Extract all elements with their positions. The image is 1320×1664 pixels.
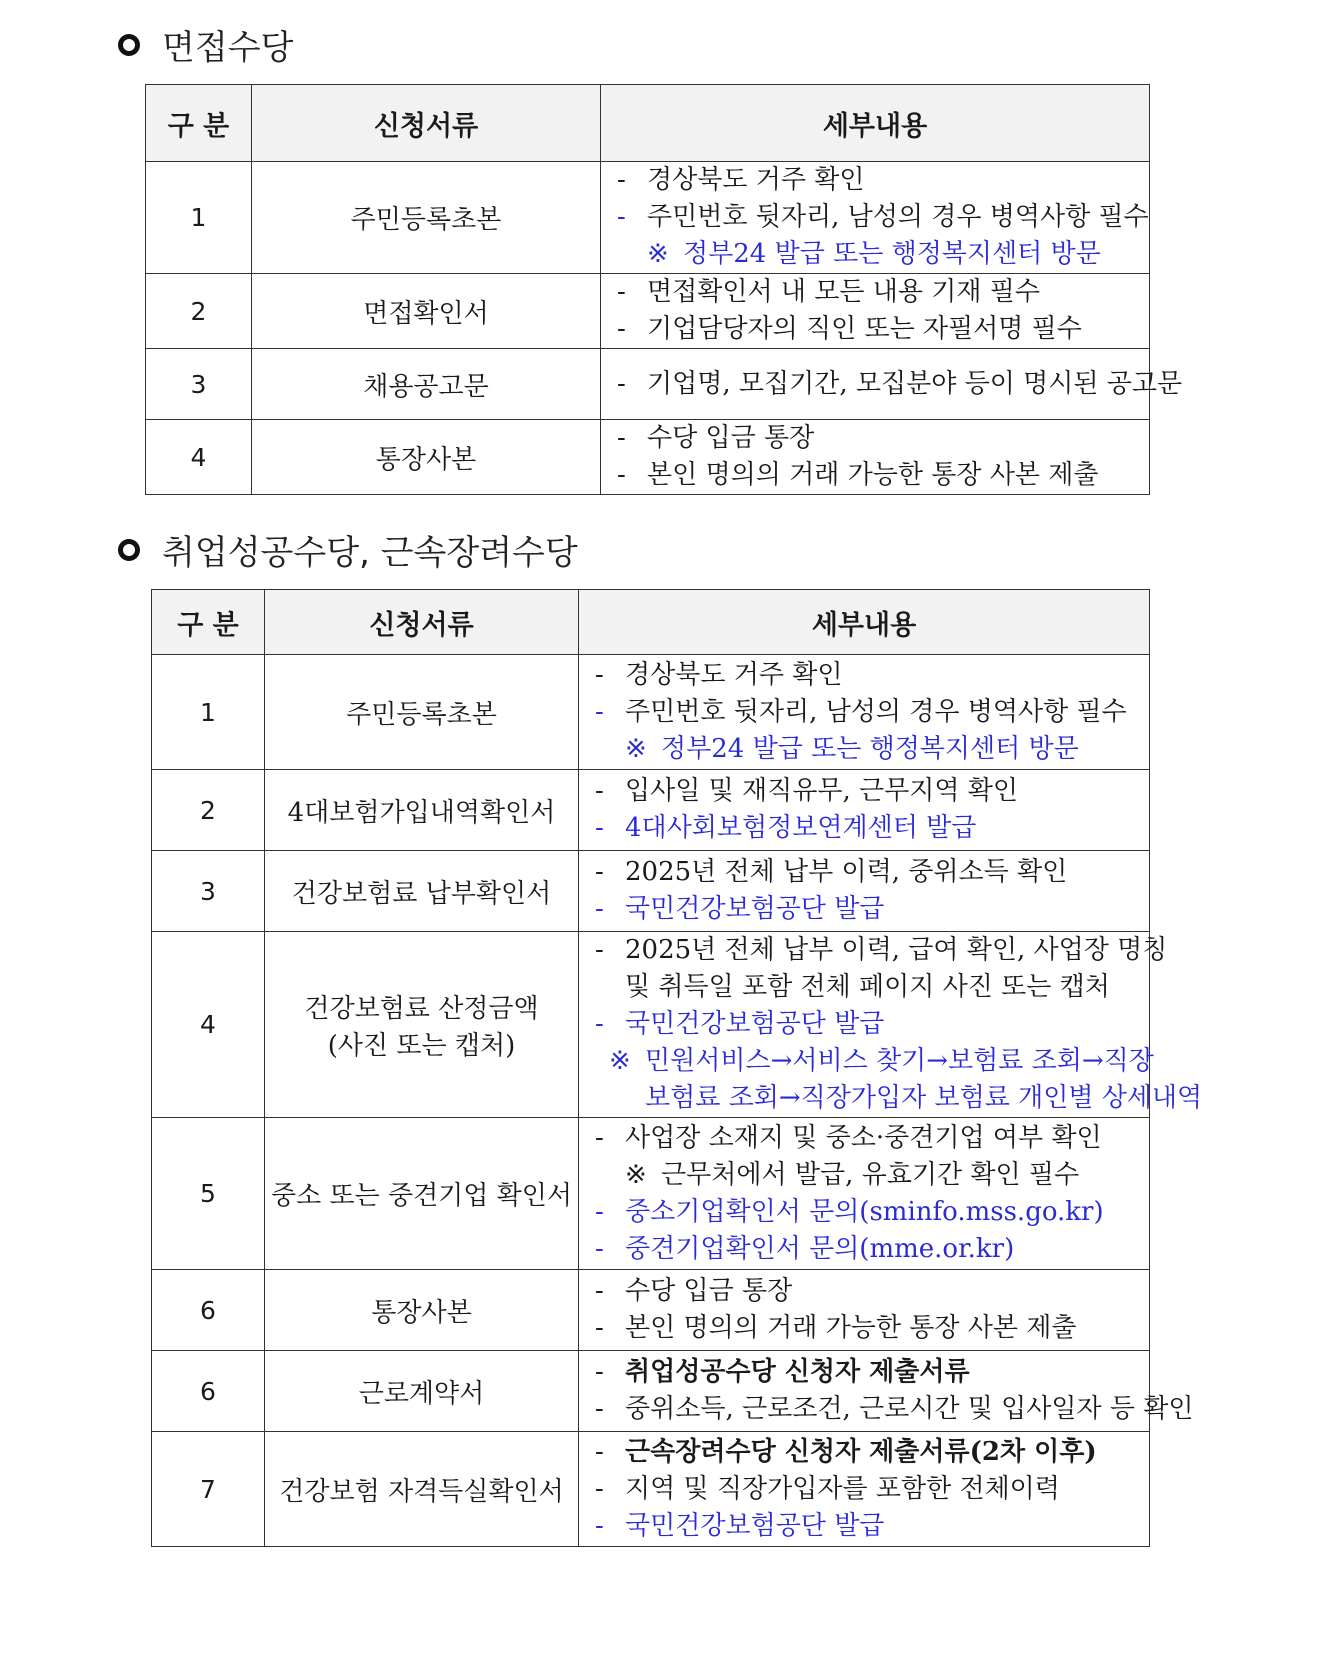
dash-marker: - <box>595 1357 604 1387</box>
table-row <box>152 851 1150 932</box>
header-document: 신청서류 <box>252 85 601 162</box>
document-name-line: 통장사본 <box>371 1297 472 1328</box>
table-row <box>152 1118 1150 1270</box>
table-row <box>146 162 1150 274</box>
note-mark: ※ <box>625 1159 647 1190</box>
document-name <box>265 655 579 770</box>
row-number: 3 <box>152 851 265 932</box>
document-name: 면접확인서 <box>252 274 601 349</box>
detail-text: 입사일 및 재직유무, 근무지역 확인 <box>625 776 1018 806</box>
table-header-row <box>146 85 1150 162</box>
row-number: 2 <box>152 770 265 851</box>
header-category: 구 분 <box>146 85 252 162</box>
details-cell <box>601 349 1183 420</box>
detail-text: 지역 및 직장가입자를 포함한 전체이력 <box>625 1473 1060 1504</box>
dash-marker: - <box>595 1276 604 1306</box>
note-mark: ※ <box>647 239 669 269</box>
detail-line <box>595 932 1168 969</box>
dash-marker: - <box>617 368 626 399</box>
details-cell <box>579 655 1150 770</box>
document-name-line: 근로계약서 <box>358 1378 485 1409</box>
detail-continuation-line <box>595 1080 1203 1117</box>
dash-marker: - <box>595 1510 604 1541</box>
header-details: 세부내용 <box>579 590 1150 655</box>
detail-line <box>617 420 1135 457</box>
detail-text: 본인 명의의 거래 가능한 통장 사본 제출 <box>647 460 1099 490</box>
row-number: 5 <box>152 1118 265 1270</box>
detail-text: 중견기업확인서 문의(mme.or.kr) <box>625 1233 1015 1264</box>
header-document: 신청서류 <box>265 590 579 655</box>
detail-text: 2025년 전체 납부 이력, 중위소득 확인 <box>625 857 1068 887</box>
detail-line <box>595 854 1135 891</box>
detail-text: 사업장 소재지 및 중소·중견기업 여부 확인 <box>625 1122 1102 1153</box>
detail-text: 민원서비스→서비스 찾기→보험료 조회→직장 <box>645 1046 1154 1076</box>
detail-continuation-line <box>595 969 1135 1006</box>
detail-line <box>617 274 1135 311</box>
detail-line <box>595 1006 1135 1043</box>
document-name <box>265 1432 579 1547</box>
detail-note-line <box>617 236 1135 273</box>
table-row <box>146 349 1150 420</box>
detail-line <box>595 891 1135 928</box>
document-name: 통장사본 <box>252 420 601 495</box>
detail-line <box>595 1434 1135 1471</box>
row-number: 7 <box>152 1432 265 1547</box>
row-number: 6 <box>152 1351 265 1432</box>
detail-text: 중위소득, 근로조건, 근로시간 및 입사일자 등 확인 <box>625 1394 1194 1424</box>
dash-marker: - <box>617 423 626 453</box>
detail-text: 경상북도 거주 확인 <box>647 165 865 195</box>
dash-marker: - <box>595 1473 604 1504</box>
dash-marker: - <box>595 696 604 727</box>
detail-note-line <box>595 1043 1154 1080</box>
detail-line <box>595 810 1135 847</box>
dash-marker: - <box>595 1122 604 1153</box>
document-name-line: 건강보험 자격득실확인서 <box>279 1476 564 1507</box>
row-number: 4 <box>152 932 265 1118</box>
document-name-line: 중소 또는 중견기업 확인서 <box>270 1181 573 1211</box>
detail-text: 기업담당자의 직인 또는 자필서명 필수 <box>647 314 1082 344</box>
detail-line <box>617 457 1135 494</box>
dash-marker: - <box>595 1394 604 1424</box>
table-row <box>146 420 1150 495</box>
table-row <box>152 1432 1150 1547</box>
detail-line <box>595 773 1135 810</box>
detail-line <box>595 1194 1135 1231</box>
detail-text: 본인 명의의 거래 가능한 통장 사본 제출 <box>625 1313 1077 1343</box>
document-name <box>265 770 579 851</box>
detail-text: 및 취득일 포함 전체 페이지 사진 또는 캡처 <box>625 972 1110 1002</box>
dash-marker: - <box>595 857 604 887</box>
table-row <box>152 1270 1150 1351</box>
document-name-line: (사진 또는 캡처) <box>327 1030 516 1061</box>
detail-line <box>595 1391 1194 1428</box>
document-name-line: 주민등록초본 <box>346 699 497 730</box>
document-name-line: 건강보험료 산정금액 <box>304 993 539 1024</box>
detail-line <box>595 1273 1135 1310</box>
dash-marker: - <box>617 202 626 232</box>
row-number: 4 <box>146 420 252 495</box>
detail-line <box>595 1471 1135 1508</box>
detail-text: 보험료 조회→직장가입자 보험료 개인별 상세내역 <box>645 1083 1203 1113</box>
dash-marker: - <box>595 1196 604 1227</box>
section-title-text: 면접수당 <box>162 28 294 68</box>
detail-text: 수당 입금 통장 <box>647 423 815 453</box>
detail-text: 정부24 발급 또는 행정복지센터 방문 <box>661 733 1079 764</box>
section-title-text: 취업성공수당, 근속장려수당 <box>162 533 578 573</box>
document-name <box>265 1270 579 1351</box>
detail-line <box>617 199 1149 236</box>
note-mark: ※ <box>625 733 647 764</box>
detail-text: 기업명, 모집기간, 모집분야 등이 명시된 공고문 <box>647 368 1183 399</box>
detail-note-line <box>595 731 1135 768</box>
detail-text: 2025년 전체 납부 이력, 급여 확인, 사업장 명칭 <box>625 935 1168 965</box>
row-number: 2 <box>146 274 252 349</box>
detail-line <box>617 366 1183 403</box>
table-row <box>152 932 1150 1118</box>
document-name <box>265 1351 579 1432</box>
detail-line <box>595 657 1135 694</box>
circle-bullet-icon <box>118 539 140 561</box>
detail-text: 주민번호 뒷자리, 남성의 경우 병역사항 필수 <box>647 202 1149 232</box>
detail-text: 4대사회보험정보연계센터 발급 <box>625 813 977 843</box>
detail-line <box>617 311 1135 348</box>
dash-marker: - <box>595 1009 604 1039</box>
document-name <box>265 932 579 1118</box>
details-cell <box>601 162 1150 274</box>
detail-line <box>595 1231 1135 1268</box>
row-number: 1 <box>152 655 265 770</box>
table-row <box>152 655 1150 770</box>
detail-line <box>595 694 1135 731</box>
header-category: 구 분 <box>152 590 265 655</box>
details-cell <box>579 1270 1150 1351</box>
details-cell <box>601 420 1150 495</box>
note-mark: ※ <box>609 1046 631 1076</box>
detail-text: 정부24 발급 또는 행정복지센터 방문 <box>683 239 1101 269</box>
dash-marker: - <box>595 935 604 965</box>
detail-text: 국민건강보험공단 발급 <box>625 1009 885 1039</box>
dash-marker: - <box>595 813 604 843</box>
dash-marker: - <box>617 460 626 490</box>
detail-text: 중소기업확인서 문의(sminfo.mss.go.kr) <box>625 1196 1104 1227</box>
detail-text: 수당 입금 통장 <box>625 1276 793 1306</box>
row-number: 6 <box>152 1270 265 1351</box>
detail-text: 국민건강보험공단 발급 <box>625 1510 885 1541</box>
dash-marker: - <box>595 1313 604 1343</box>
document-name <box>265 851 579 932</box>
details-cell <box>579 932 1203 1118</box>
document-name-line: 4대보험가입내역확인서 <box>287 797 556 828</box>
detail-line <box>595 1354 1135 1391</box>
detail-line <box>617 162 1135 199</box>
details-cell <box>579 1118 1150 1270</box>
section-title-interview <box>118 20 293 69</box>
details-cell <box>579 770 1150 851</box>
row-number: 1 <box>146 162 252 274</box>
dash-marker: - <box>595 894 604 924</box>
dash-marker: - <box>595 776 604 806</box>
circle-bullet-icon <box>118 34 140 56</box>
details-cell <box>579 1351 1194 1432</box>
table-row <box>152 770 1150 851</box>
dash-marker: - <box>617 314 626 344</box>
detail-text: 주민번호 뒷자리, 남성의 경우 병역사항 필수 <box>625 696 1127 727</box>
dash-marker: - <box>617 277 626 307</box>
dash-marker: - <box>595 1233 604 1264</box>
dash-marker: - <box>595 1436 604 1467</box>
detail-line <box>595 1508 1135 1545</box>
detail-line <box>595 1310 1135 1347</box>
document-name: 주민등록초본 <box>252 162 601 274</box>
header-details: 세부내용 <box>601 85 1150 162</box>
detail-text: 경상북도 거주 확인 <box>625 659 843 690</box>
detail-line <box>595 1120 1135 1157</box>
document-name <box>265 1118 579 1270</box>
interview-allowance-table <box>145 84 1183 495</box>
table-row <box>152 1351 1150 1432</box>
details-cell <box>601 274 1150 349</box>
document-name: 채용공고문 <box>252 349 601 420</box>
details-cell <box>579 1432 1150 1547</box>
detail-text: 취업성공수당 신청자 제출서류 <box>625 1357 970 1387</box>
row-number: 3 <box>146 349 252 420</box>
details-cell <box>579 851 1150 932</box>
detail-text: 근속장려수당 신청자 제출서류(2차 이후) <box>625 1436 1097 1467</box>
table-header-row <box>152 590 1150 655</box>
table-row <box>146 274 1150 349</box>
employment-allowance-table <box>151 589 1203 1547</box>
detail-text: 국민건강보험공단 발급 <box>625 894 885 924</box>
detail-text: 면접확인서 내 모든 내용 기재 필수 <box>647 277 1040 307</box>
dash-marker: - <box>617 165 626 195</box>
dash-marker: - <box>595 659 604 690</box>
detail-text: 근무처에서 발급, 유효기간 확인 필수 <box>661 1159 1080 1190</box>
detail-note-line <box>595 1157 1135 1194</box>
section-title-employment <box>118 525 578 574</box>
document-name-line: 건강보험료 납부확인서 <box>291 878 552 909</box>
